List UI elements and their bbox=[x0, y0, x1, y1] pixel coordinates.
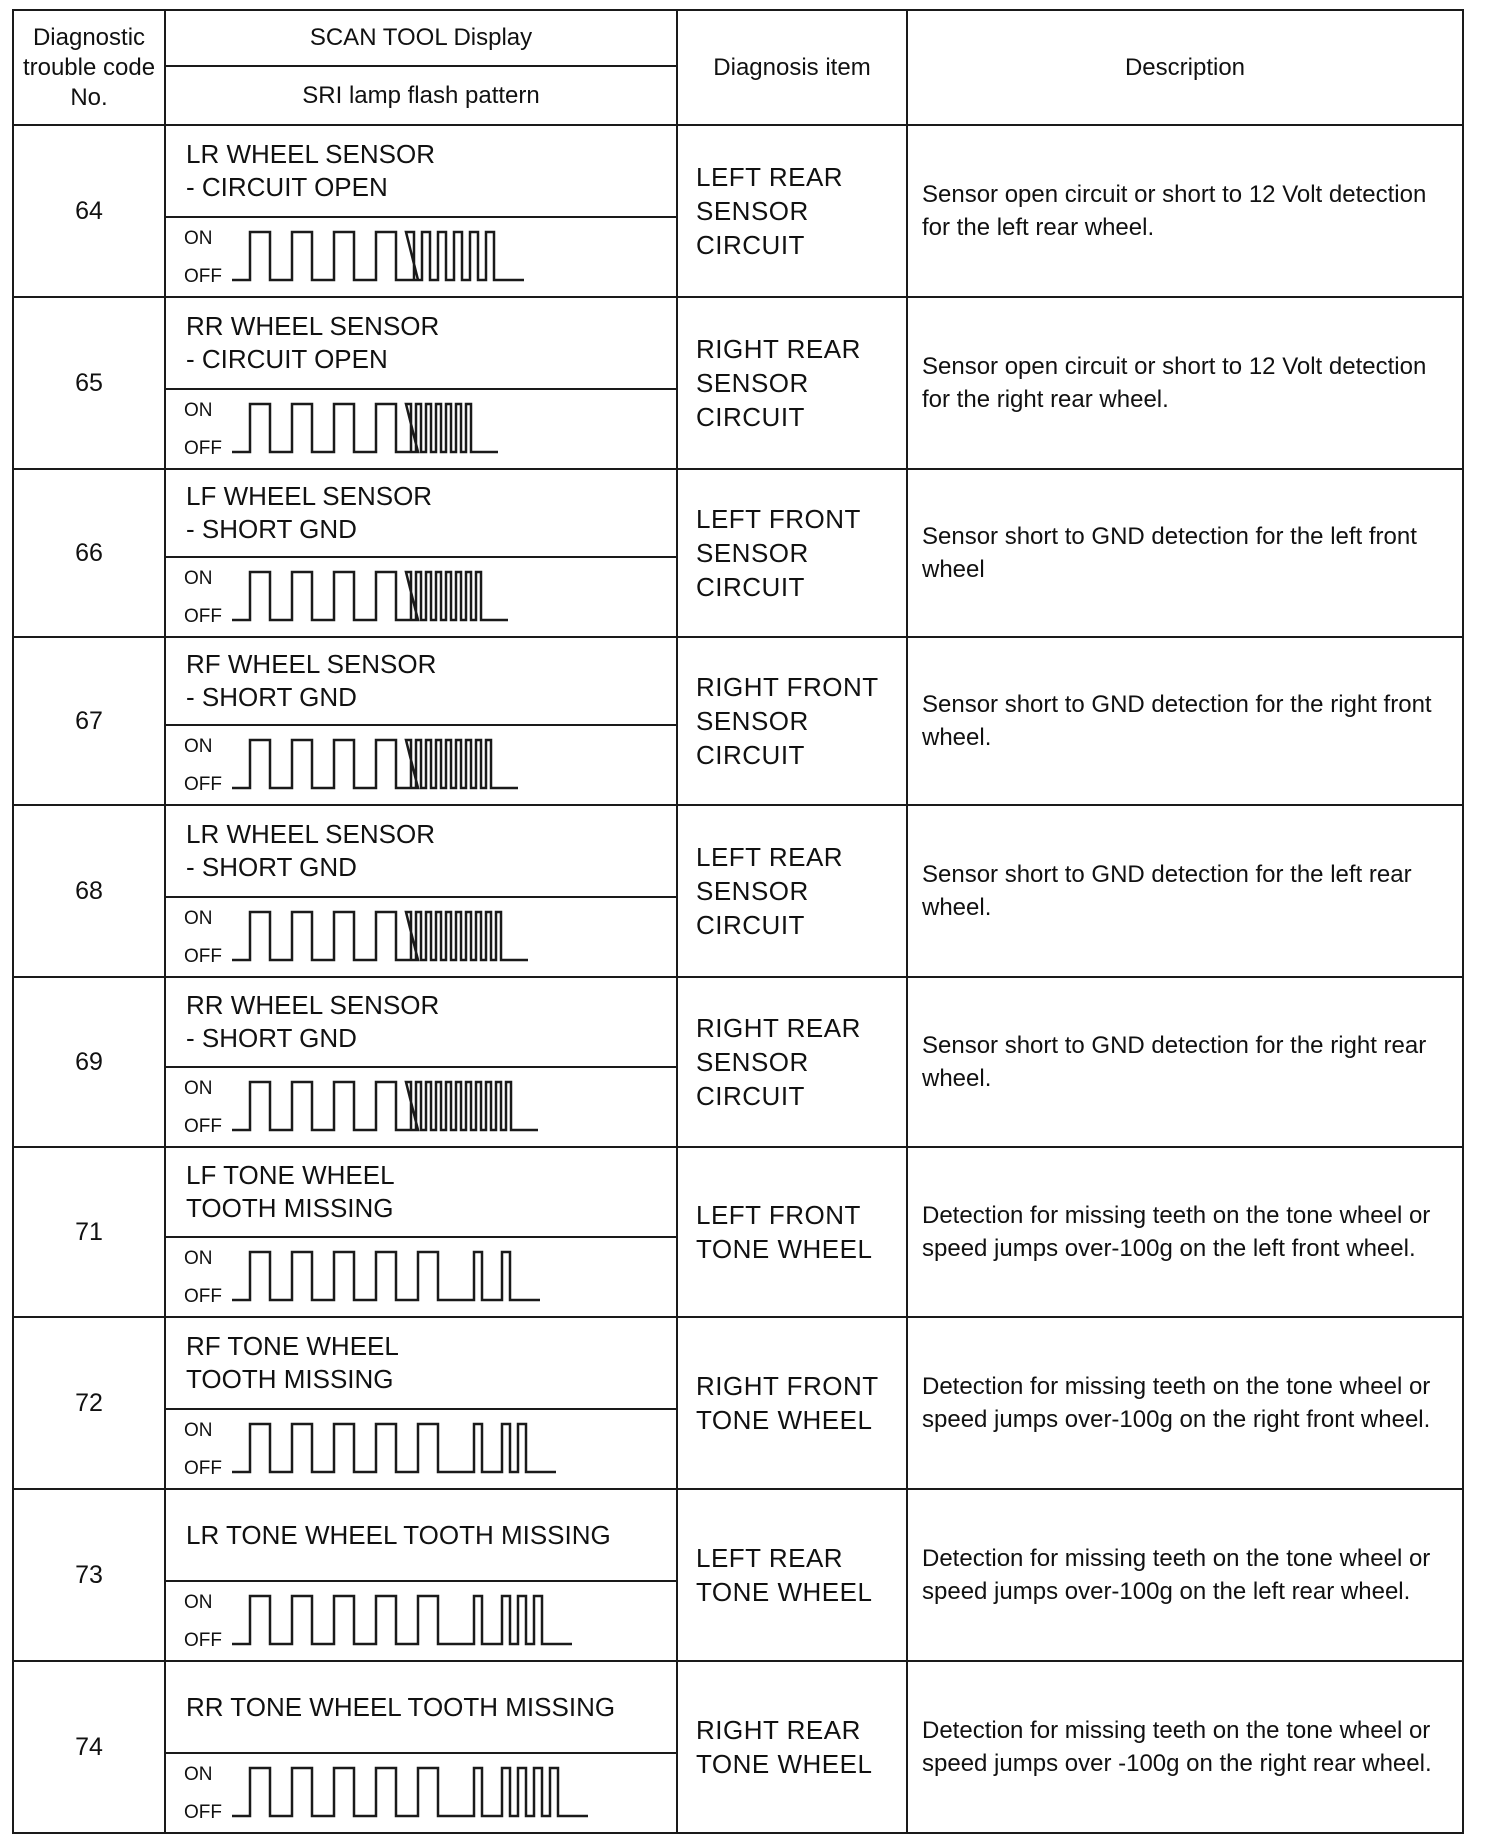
on-label: ON bbox=[184, 1592, 213, 1613]
flash-pattern-waveform bbox=[228, 906, 648, 968]
description: Sensor open circuit or short to 12 Volt detection for the left rear wheel. bbox=[907, 125, 1463, 297]
flash-pattern-waveform bbox=[228, 1762, 648, 1824]
on-label: ON bbox=[184, 1764, 213, 1785]
flash-pattern-waveform bbox=[228, 1246, 648, 1308]
description: Detection for missing teeth on the tone wheel or speed jumps over-100g on the right front wheel. bbox=[907, 1317, 1463, 1489]
flash-pattern-waveform bbox=[228, 566, 648, 628]
description: Detection for missing teeth on the tone wheel or speed jumps over -100g on the right rear wheel. bbox=[907, 1661, 1463, 1833]
dtc-code: 67 bbox=[13, 637, 165, 805]
off-label: OFF bbox=[184, 1116, 222, 1137]
scan-tool-display-text: RF WHEEL SENSOR - SHORT GND bbox=[166, 638, 676, 726]
waveform-trace bbox=[232, 232, 524, 280]
description: Detection for missing teeth on the tone wheel or speed jumps over-100g on the left front wheel. bbox=[907, 1147, 1463, 1317]
flash-pattern bbox=[166, 218, 676, 296]
dtc-table-sheet bbox=[12, 9, 1462, 1834]
on-label: ON bbox=[184, 228, 213, 249]
on-label: ON bbox=[184, 1078, 213, 1099]
waveform-trace bbox=[232, 912, 528, 960]
dtc-code: 64 bbox=[13, 125, 165, 297]
flash-pattern-waveform bbox=[228, 1418, 648, 1480]
scan-tool-cell bbox=[165, 1147, 677, 1317]
off-label: OFF bbox=[184, 1802, 222, 1823]
flash-pattern bbox=[166, 1068, 676, 1146]
dtc-table bbox=[12, 9, 1464, 1834]
scan-tool-display-text: LR WHEEL SENSOR - CIRCUIT OPEN bbox=[166, 126, 676, 218]
header-flash-pattern: SRI lamp flash pattern bbox=[302, 81, 540, 109]
table-row bbox=[13, 1489, 1463, 1661]
diagnosis-item: RIGHT REAR SENSOR CIRCUIT bbox=[677, 977, 907, 1147]
table-row bbox=[13, 1661, 1463, 1833]
scan-tool-display-text: LF TONE WHEEL TOOTH MISSING bbox=[166, 1148, 676, 1238]
flash-pattern bbox=[166, 726, 676, 804]
scan-tool-display-text: RR TONE WHEEL TOOTH MISSING bbox=[166, 1662, 676, 1754]
on-label: ON bbox=[184, 1420, 213, 1441]
off-label: OFF bbox=[184, 266, 222, 287]
scan-tool-cell bbox=[165, 637, 677, 805]
description: Sensor open circuit or short to 12 Volt detection for the right rear wheel. bbox=[907, 297, 1463, 469]
dtc-code: 68 bbox=[13, 805, 165, 977]
scan-tool-cell bbox=[165, 977, 677, 1147]
on-label: ON bbox=[184, 1248, 213, 1269]
table-row bbox=[13, 805, 1463, 977]
waveform-trace bbox=[232, 1252, 540, 1300]
description: Sensor short to GND detection for the left front wheel bbox=[907, 469, 1463, 637]
scan-tool-cell bbox=[165, 1661, 677, 1833]
off-label: OFF bbox=[184, 1286, 222, 1307]
off-label: OFF bbox=[184, 946, 222, 967]
waveform-trace bbox=[232, 1768, 588, 1816]
flash-pattern bbox=[166, 1582, 676, 1660]
header-scan-tool bbox=[165, 10, 677, 125]
table-row bbox=[13, 1317, 1463, 1489]
flash-pattern-waveform bbox=[228, 1590, 648, 1652]
flash-pattern-waveform bbox=[228, 1076, 648, 1138]
table-row bbox=[13, 297, 1463, 469]
dtc-code: 65 bbox=[13, 297, 165, 469]
diagnosis-item: RIGHT FRONT SENSOR CIRCUIT bbox=[677, 637, 907, 805]
on-label: ON bbox=[184, 568, 213, 589]
dtc-code: 71 bbox=[13, 1147, 165, 1317]
header-code-no: Diagnostic trouble code No. bbox=[13, 10, 165, 125]
off-label: OFF bbox=[184, 774, 222, 795]
table-row bbox=[13, 1147, 1463, 1317]
off-label: OFF bbox=[184, 606, 222, 627]
header-scan-tool-display: SCAN TOOL Display bbox=[166, 11, 676, 67]
description: Detection for missing teeth on the tone wheel or speed jumps over-100g on the left rear wheel. bbox=[907, 1489, 1463, 1661]
waveform-trace bbox=[232, 1424, 556, 1472]
dtc-code: 74 bbox=[13, 1661, 165, 1833]
dtc-code: 69 bbox=[13, 977, 165, 1147]
flash-pattern bbox=[166, 1754, 676, 1832]
diagnosis-item: LEFT FRONT TONE WHEEL bbox=[677, 1147, 907, 1317]
waveform-trace bbox=[232, 1596, 572, 1644]
scan-tool-display-text: RR WHEEL SENSOR - CIRCUIT OPEN bbox=[166, 298, 676, 390]
dtc-code: 72 bbox=[13, 1317, 165, 1489]
on-label: ON bbox=[184, 908, 213, 929]
flash-pattern-waveform bbox=[228, 398, 648, 460]
diagnosis-item: RIGHT REAR TONE WHEEL bbox=[677, 1661, 907, 1833]
off-label: OFF bbox=[184, 1630, 222, 1651]
dtc-code: 66 bbox=[13, 469, 165, 637]
on-label: ON bbox=[184, 400, 213, 421]
description: Sensor short to GND detection for the right rear wheel. bbox=[907, 977, 1463, 1147]
header-description: Description bbox=[907, 10, 1463, 125]
on-label: ON bbox=[184, 736, 213, 757]
flash-pattern bbox=[166, 898, 676, 976]
scan-tool-display-text: LR TONE WHEEL TOOTH MISSING bbox=[166, 1490, 676, 1582]
dtc-code: 73 bbox=[13, 1489, 165, 1661]
scan-tool-display-text: RF TONE WHEEL TOOTH MISSING bbox=[166, 1318, 676, 1410]
diagnosis-item: LEFT REAR SENSOR CIRCUIT bbox=[677, 125, 907, 297]
scan-tool-cell bbox=[165, 469, 677, 637]
diagnosis-item: RIGHT FRONT TONE WHEEL bbox=[677, 1317, 907, 1489]
scan-tool-cell bbox=[165, 125, 677, 297]
scan-tool-cell bbox=[165, 1317, 677, 1489]
header-diagnosis-item: Diagnosis item bbox=[677, 10, 907, 125]
waveform-trace bbox=[232, 1082, 538, 1130]
flash-pattern-waveform bbox=[228, 226, 648, 288]
flash-pattern bbox=[166, 390, 676, 468]
scan-tool-cell bbox=[165, 297, 677, 469]
flash-pattern bbox=[166, 558, 676, 636]
diagnosis-item: RIGHT REAR SENSOR CIRCUIT bbox=[677, 297, 907, 469]
scan-tool-display-text: RR WHEEL SENSOR - SHORT GND bbox=[166, 978, 676, 1068]
waveform-trace bbox=[232, 572, 508, 620]
off-label: OFF bbox=[184, 438, 222, 459]
table-row bbox=[13, 637, 1463, 805]
diagnosis-item: LEFT REAR TONE WHEEL bbox=[677, 1489, 907, 1661]
waveform-trace bbox=[232, 740, 518, 788]
description: Sensor short to GND detection for the right front wheel. bbox=[907, 637, 1463, 805]
scan-tool-cell bbox=[165, 1489, 677, 1661]
flash-pattern bbox=[166, 1238, 676, 1316]
table-row bbox=[13, 977, 1463, 1147]
scan-tool-display-text: LF WHEEL SENSOR - SHORT GND bbox=[166, 470, 676, 558]
description: Sensor short to GND detection for the left rear wheel. bbox=[907, 805, 1463, 977]
scan-tool-display-text: LR WHEEL SENSOR - SHORT GND bbox=[166, 806, 676, 898]
flash-pattern bbox=[166, 1410, 676, 1488]
table-row bbox=[13, 469, 1463, 637]
diagnosis-item: LEFT FRONT SENSOR CIRCUIT bbox=[677, 469, 907, 637]
flash-pattern-waveform bbox=[228, 734, 648, 796]
scan-tool-cell bbox=[165, 805, 677, 977]
table-row bbox=[13, 125, 1463, 297]
diagnosis-item: LEFT REAR SENSOR CIRCUIT bbox=[677, 805, 907, 977]
off-label: OFF bbox=[184, 1458, 222, 1479]
waveform-trace bbox=[232, 404, 498, 452]
